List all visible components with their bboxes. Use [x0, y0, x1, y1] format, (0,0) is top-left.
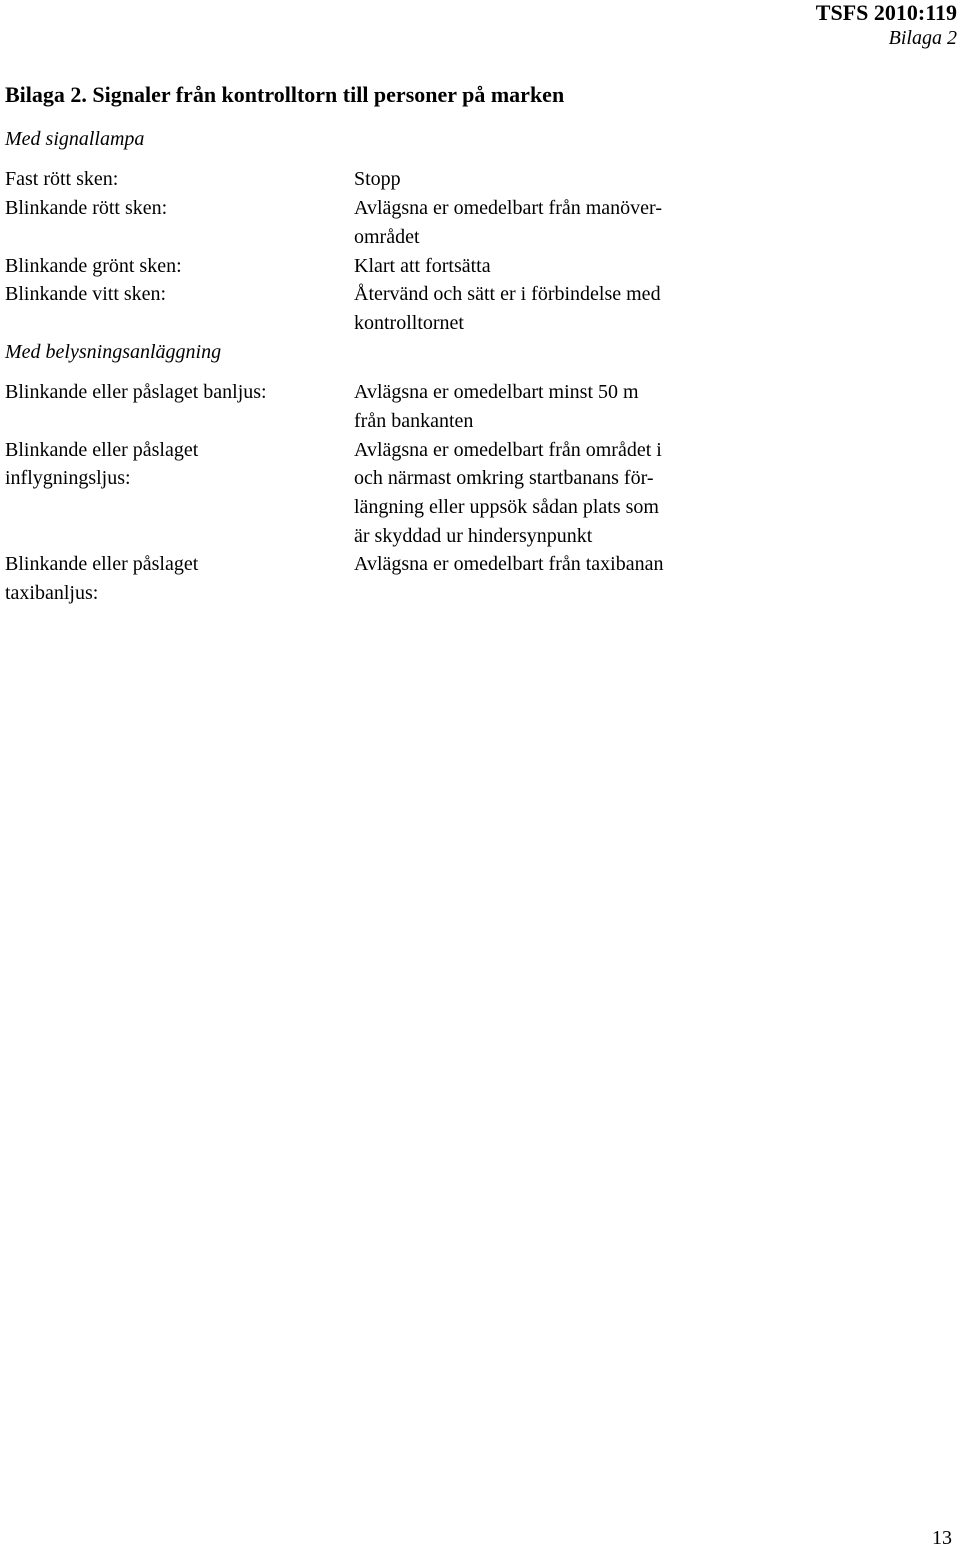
- light-label-taxiway-lights: Blinkande eller påslaget: [5, 553, 199, 575]
- document-code: TSFS 2010:119: [815, 0, 957, 25]
- light-meaning-leave-50m-cont: från bankanten: [354, 410, 474, 432]
- appendix-label: Bilaga 2: [888, 27, 957, 49]
- light-meaning-leave-extension-area-2: och närmast omkring startbanans för-: [354, 467, 654, 489]
- page-number: 13: [932, 1527, 952, 1549]
- light-label-taxiway-lights-cont: taxibanljus:: [5, 582, 99, 604]
- signal-meaning-return-contact-tower: Återvänd och sätt er i förbindelse med: [354, 283, 661, 305]
- light-label-runway-lights: Blinkande eller påslaget banljus:: [5, 381, 267, 403]
- signal-meaning-cleared-to-proceed: Klart att fortsätta: [354, 255, 491, 277]
- signal-meaning-leave-manoeuvring-area-cont: området: [354, 226, 420, 248]
- signal-label-flashing-red: Blinkande rött sken:: [5, 197, 168, 219]
- section-heading-signal-lamp: Med signallampa: [5, 128, 145, 150]
- section-heading-lighting-installation: Med belysningsanläggning: [5, 341, 222, 363]
- signal-label-flashing-white: Blinkande vitt sken:: [5, 283, 167, 305]
- signal-meaning-return-contact-tower-cont: kontrolltornet: [354, 312, 464, 334]
- light-label-approach-lights: Blinkande eller påslaget: [5, 439, 199, 461]
- light-meaning-leave-extension-area-4: är skyddad ur hindersynpunkt: [354, 525, 593, 547]
- light-meaning-leave-50m: Avlägsna er omedelbart minst 50 m: [354, 381, 639, 403]
- light-meaning-leave-extension-area-3: längning eller uppsök sådan plats som: [354, 496, 659, 518]
- signal-label-fixed-red: Fast rött sken:: [5, 168, 119, 190]
- page-title: Bilaga 2. Signaler från kontrolltorn till personer på marken: [5, 82, 565, 107]
- signal-label-flashing-green: Blinkande grönt sken:: [5, 255, 182, 277]
- light-meaning-leave-extension-area: Avlägsna er omedelbart från området i: [354, 439, 662, 461]
- signal-meaning-leave-manoeuvring-area: Avlägsna er omedelbart från manöver-: [354, 197, 662, 219]
- light-label-approach-lights-cont: inflygningsljus:: [5, 467, 131, 489]
- light-meaning-leave-taxiway: Avlägsna er omedelbart från taxibanan: [354, 553, 664, 575]
- signal-meaning-stop: Stopp: [354, 168, 401, 190]
